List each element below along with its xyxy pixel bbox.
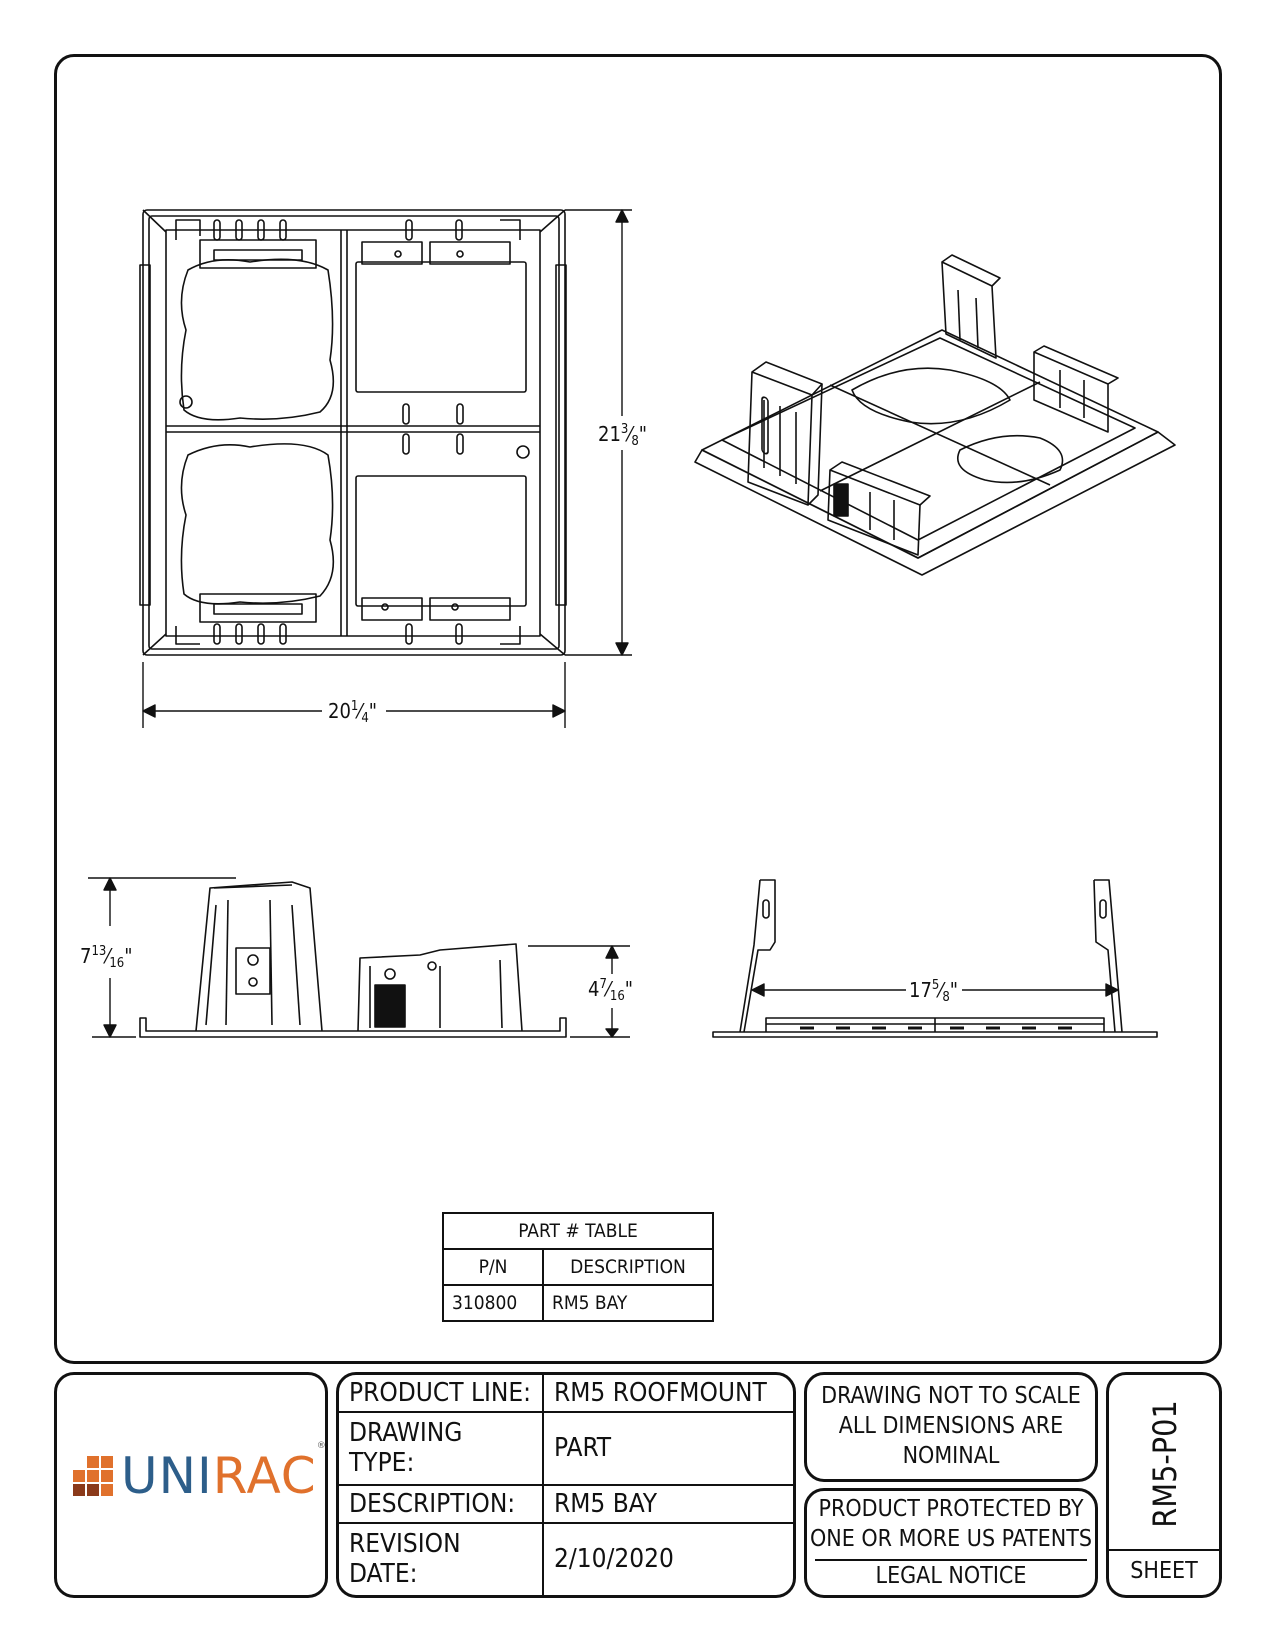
scale-note-line: ALL DIMENSIONS ARE xyxy=(838,1413,1064,1439)
part-number-cell: 310800 xyxy=(443,1285,543,1321)
drawing-type-label: DRAWING TYPE: xyxy=(339,1412,543,1485)
span-dimension-label: $17^5⁄_8$" xyxy=(909,978,959,1005)
part-number-table xyxy=(442,1212,714,1322)
drawing-type-value: PART xyxy=(543,1412,793,1485)
part-description-cell: RM5 BAY xyxy=(543,1285,713,1321)
revision-date-label: REVISION DATE: xyxy=(339,1523,543,1595)
patent-note-line: ONE OR MORE US PATENTS xyxy=(810,1526,1092,1552)
table-row xyxy=(443,1285,713,1321)
low-height-label: $4^7⁄_{16}$" xyxy=(588,977,634,1004)
table-caption-row xyxy=(443,1213,713,1249)
product-line-label: PRODUCT LINE: xyxy=(339,1375,543,1412)
scale-note-line: DRAWING NOT TO SCALE xyxy=(821,1383,1081,1409)
description-row xyxy=(339,1485,793,1523)
revision-date-value: 2/10/2020 xyxy=(554,1544,674,1575)
column-header-pn: P/N xyxy=(443,1249,543,1285)
patent-note-box xyxy=(804,1488,1098,1598)
overall-height-label: $7^{13}⁄_{16}$" xyxy=(80,944,133,971)
logo-mark-icon xyxy=(73,1456,113,1496)
sheet-label: SHEET xyxy=(1130,1558,1198,1584)
title-info-box xyxy=(336,1372,796,1598)
revision-date-row xyxy=(339,1523,793,1595)
top-view xyxy=(140,210,566,655)
side-elevation-view xyxy=(140,882,566,1037)
table-header-row xyxy=(443,1249,713,1285)
logo-wordmark: UNIRAC® xyxy=(121,1441,327,1505)
sheet-box xyxy=(1106,1372,1222,1598)
divider xyxy=(1109,1549,1219,1551)
unirac-logo xyxy=(73,1441,327,1505)
isometric-view xyxy=(695,255,1175,575)
end-elevation-view xyxy=(713,880,1157,1037)
scale-note-line: NOMINAL xyxy=(902,1443,1000,1469)
title-info-table xyxy=(339,1375,793,1595)
product-line-value: RM5 ROOFMOUNT xyxy=(543,1375,793,1412)
column-header-description: DESCRIPTION xyxy=(543,1249,713,1285)
drawing-type-row xyxy=(339,1412,793,1485)
width-dimension-label: $20^1⁄_4$" xyxy=(328,699,378,726)
table-caption: PART # TABLE xyxy=(443,1213,713,1249)
patent-note-line: PRODUCT PROTECTED BY xyxy=(818,1496,1084,1522)
sheet-id-wrapper xyxy=(1117,1385,1213,1543)
scale-note xyxy=(807,1381,1095,1471)
description-value: RM5 BAY xyxy=(543,1485,793,1523)
product-line-row xyxy=(339,1375,793,1412)
description-label: DESCRIPTION: xyxy=(339,1485,543,1523)
legal-notice-label: LEGAL NOTICE xyxy=(875,1563,1027,1589)
sheet-id: RM5-P01 xyxy=(1146,1400,1184,1528)
logo-box xyxy=(54,1372,328,1598)
patent-note xyxy=(807,1494,1095,1554)
scale-note-box xyxy=(804,1372,1098,1482)
height-dimension-label: $21^3⁄_8$" xyxy=(598,422,648,449)
